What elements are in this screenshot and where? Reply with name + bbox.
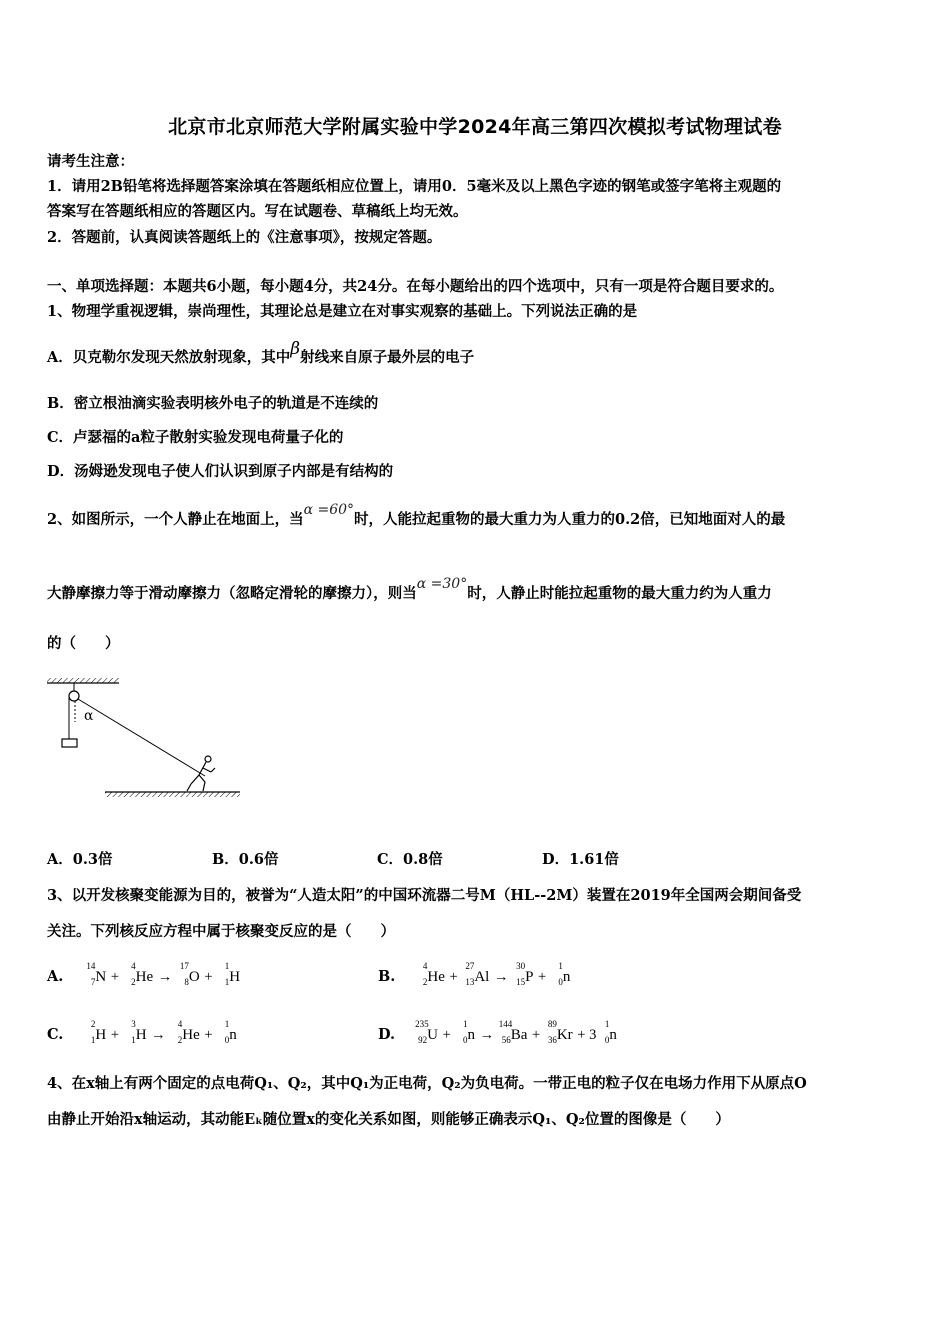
q3-c-label: C. <box>47 1026 64 1043</box>
plus-symbol: + <box>439 1027 455 1043</box>
arrow-symbol: → <box>154 969 176 985</box>
nuclide-o: 17 8 O <box>189 969 200 986</box>
atomic-number: 2 <box>422 977 428 987</box>
q3-a-equation <box>68 961 241 987</box>
q3-a-label: A. <box>47 968 64 985</box>
ground <box>105 792 240 797</box>
pulley-figure <box>45 672 245 804</box>
notice-heading: 请考生注意： <box>47 153 134 170</box>
q2-option-a: A．0.3倍 <box>47 851 113 868</box>
q1-stem: 1、物理学重视逻辑，崇尚理性，其理论总是建立在对事实观察的基础上。下列说法正确的是 <box>47 303 638 320</box>
nuclide-kr: 89 36 Kr <box>557 1027 573 1044</box>
mass-number: 4 <box>131 961 136 971</box>
atomic-number: 0 <box>224 1035 230 1045</box>
q3-option-b <box>378 961 571 987</box>
nuclide-n: 1 0 n <box>229 1027 237 1044</box>
atomic-number: 2 <box>131 977 136 987</box>
mass-number: 89 <box>547 1019 557 1029</box>
mass-number: 1 <box>558 961 563 971</box>
page-title: 北京市北京师范大学附属实验中学2024年高三第四次模拟考试物理试卷 <box>168 116 782 138</box>
plus-symbol: + <box>528 1027 544 1043</box>
alpha-60: α =60° <box>303 502 355 518</box>
arrow-symbol: → <box>147 1027 170 1043</box>
arrow-symbol: → <box>475 1027 498 1043</box>
arrow-symbol: → <box>490 969 513 985</box>
mass-number: 144 <box>498 1019 513 1029</box>
notice-item-2: 2．答题前，认真阅读答题纸上的《注意事项》，按规定答题。 <box>47 229 442 246</box>
alpha-30: α =30° <box>416 576 468 592</box>
mass-number: 14 <box>86 961 96 971</box>
q4-line-1: 4、在x轴上有两个固定的点电荷Q₁、Q₂，其中Q₁为正电荷，Q₂为负电荷。一带正电的粒子仅在电场力作用下从原点O <box>47 1075 807 1092</box>
plus-symbol: + <box>200 1027 217 1043</box>
q3-option-d <box>378 1019 618 1045</box>
q3-d-label: D. <box>378 1026 396 1043</box>
q1-option-b: B．密立根油滴实验表明核外电子的轨道是不连续的 <box>47 395 379 412</box>
q3-b-equation <box>400 961 571 987</box>
alpha-label: α <box>84 708 94 724</box>
atomic-number: 1 <box>90 1035 96 1045</box>
atomic-number: 8 <box>184 977 189 987</box>
atomic-number: 0 <box>558 977 563 987</box>
mass-number: 17 <box>179 961 189 971</box>
q2-l1-post: 时，人能拉起重物的最大重力为人重力的0.2倍，已知地面对人的最 <box>354 511 786 528</box>
q2-option-c: C．0.8倍 <box>377 851 443 868</box>
atomic-number: 7 <box>90 977 96 987</box>
mass-number: 235 <box>415 1019 429 1029</box>
q3-option-c <box>47 1019 238 1045</box>
q2-l1-pre: 2、如图所示，一个人静止在地面上，当 <box>47 511 304 528</box>
plus-symbol: + <box>534 969 550 985</box>
nuclide-h: 3 1 H <box>136 1027 147 1044</box>
atomic-number: 36 <box>547 1035 557 1045</box>
q3-line-1: 3、以开发核聚变能源为目的，被誉为“人造太阳”的中国环流器二号M（HL--2M）装置在2019年全国两会期间备受 <box>47 887 802 904</box>
nuclide-u: 235 92 U <box>415 1019 439 1045</box>
nuclide-n: 1 0 n <box>563 969 571 986</box>
atomic-number: 0 <box>462 1035 468 1045</box>
q2-l2-pre: 大静摩擦力等于滑动摩擦力（忽略定滑轮的摩擦力），则当 <box>47 585 417 602</box>
mass-number: 1 <box>224 1019 230 1029</box>
atomic-number: 1 <box>131 1035 136 1045</box>
section-heading: 一、单项选择题：本题共6小题，每小题4分，共24分。在每小题给出的四个选项中，只有一项是符合题目要求的。 <box>47 278 784 295</box>
nuclide-h: 2 1 H <box>95 1027 106 1044</box>
q1-option-c: C．卢瑟福的a粒子散射实验发现电荷量子化的 <box>47 429 344 446</box>
atomic-number: 2 <box>177 1035 183 1045</box>
nuclide-ba: 144 56 Ba <box>498 1019 528 1045</box>
mass-number: 3 <box>131 1019 136 1029</box>
q3-option-a <box>47 961 241 987</box>
pulley-icon <box>69 691 79 701</box>
nuclide-h: 1 1 H <box>229 969 240 986</box>
q1-a-text-pre: A．贝克勒尔发现天然放射现象，其中 <box>47 349 291 366</box>
q1-a-text-post: 射线来自原子最外层的电子 <box>300 349 475 366</box>
atomic-number: 92 <box>418 1035 428 1045</box>
mass-number: 4 <box>422 961 428 971</box>
plus-symbol: + <box>573 1027 590 1043</box>
q4-line-2: 由静止开始沿x轴运动，其动能Eₖ随位置x的变化关系如图，则能够正确表示Q₁、Q₂位置的图像是（ ） <box>47 1111 730 1128</box>
nuclide-he: 4 2 He <box>136 969 154 986</box>
q2-line-2 <box>47 576 772 604</box>
nuclide-n: 1 0 n <box>609 1027 617 1044</box>
notice-item-1a: 1．请用2B铅笔将选择题答案涂填在答题纸相应位置上，请用0．5毫米及以上黑色字迹的钢笔或签字笔将主观题的 <box>47 178 782 195</box>
mass-number: 4 <box>177 1019 183 1029</box>
notice-item-1b: 答案写在答题纸相应的答题区内。写在试题卷、草稿纸上均无效。 <box>47 203 468 220</box>
atomic-number: 0 <box>604 1035 610 1045</box>
mass-number: 1 <box>224 961 230 971</box>
q2-l2-post: 时，人静止时能拉起重物的最大重力约为人重力 <box>467 585 772 602</box>
q2-line-3: 的（ ） <box>47 635 120 652</box>
plus-symbol: + <box>445 969 462 985</box>
nuclide-p: 30 15 P <box>525 969 533 986</box>
nuclide-n: 14 7 N <box>95 969 106 986</box>
nuclide-al: 27 13 Al <box>474 969 489 986</box>
q3-c-equation <box>68 1019 237 1045</box>
mass-number: 2 <box>90 1019 96 1029</box>
plus-symbol: + <box>107 1027 123 1043</box>
rope-slant <box>78 699 205 776</box>
coefficient: 3 <box>589 1027 597 1043</box>
q2-line-1 <box>47 502 786 530</box>
weight-block <box>62 739 77 747</box>
q2-option-b: B．0.6倍 <box>212 851 279 868</box>
nuclide-he: 4 2 He <box>182 1027 200 1044</box>
mass-number: 1 <box>604 1019 610 1029</box>
ceiling <box>47 678 119 683</box>
q2-option-d: D．1.61倍 <box>542 851 619 868</box>
atomic-number: 1 <box>224 977 230 987</box>
beta-symbol: β <box>290 339 301 359</box>
atomic-number: 56 <box>501 1035 511 1045</box>
nuclide-n: 1 0 n <box>467 1027 475 1044</box>
q3-line-2: 关注。下列核反应方程中属于核聚变反应的是（ ） <box>47 923 395 940</box>
q3-d-equation <box>400 1019 618 1045</box>
plus-symbol: + <box>107 969 123 985</box>
q1-option-d: D．汤姆逊发现电子使人们认识到原子内部是有结构的 <box>47 463 394 480</box>
atomic-number: 13 <box>465 977 475 987</box>
mass-number: 27 <box>465 961 475 971</box>
mass-number: 1 <box>462 1019 468 1029</box>
plus-symbol: + <box>200 969 217 985</box>
mass-number: 30 <box>516 961 526 971</box>
nuclide-he: 4 2 He <box>427 969 445 986</box>
q3-b-label: B. <box>378 968 396 985</box>
atomic-number: 15 <box>516 977 526 987</box>
q1-option-a <box>47 339 475 368</box>
